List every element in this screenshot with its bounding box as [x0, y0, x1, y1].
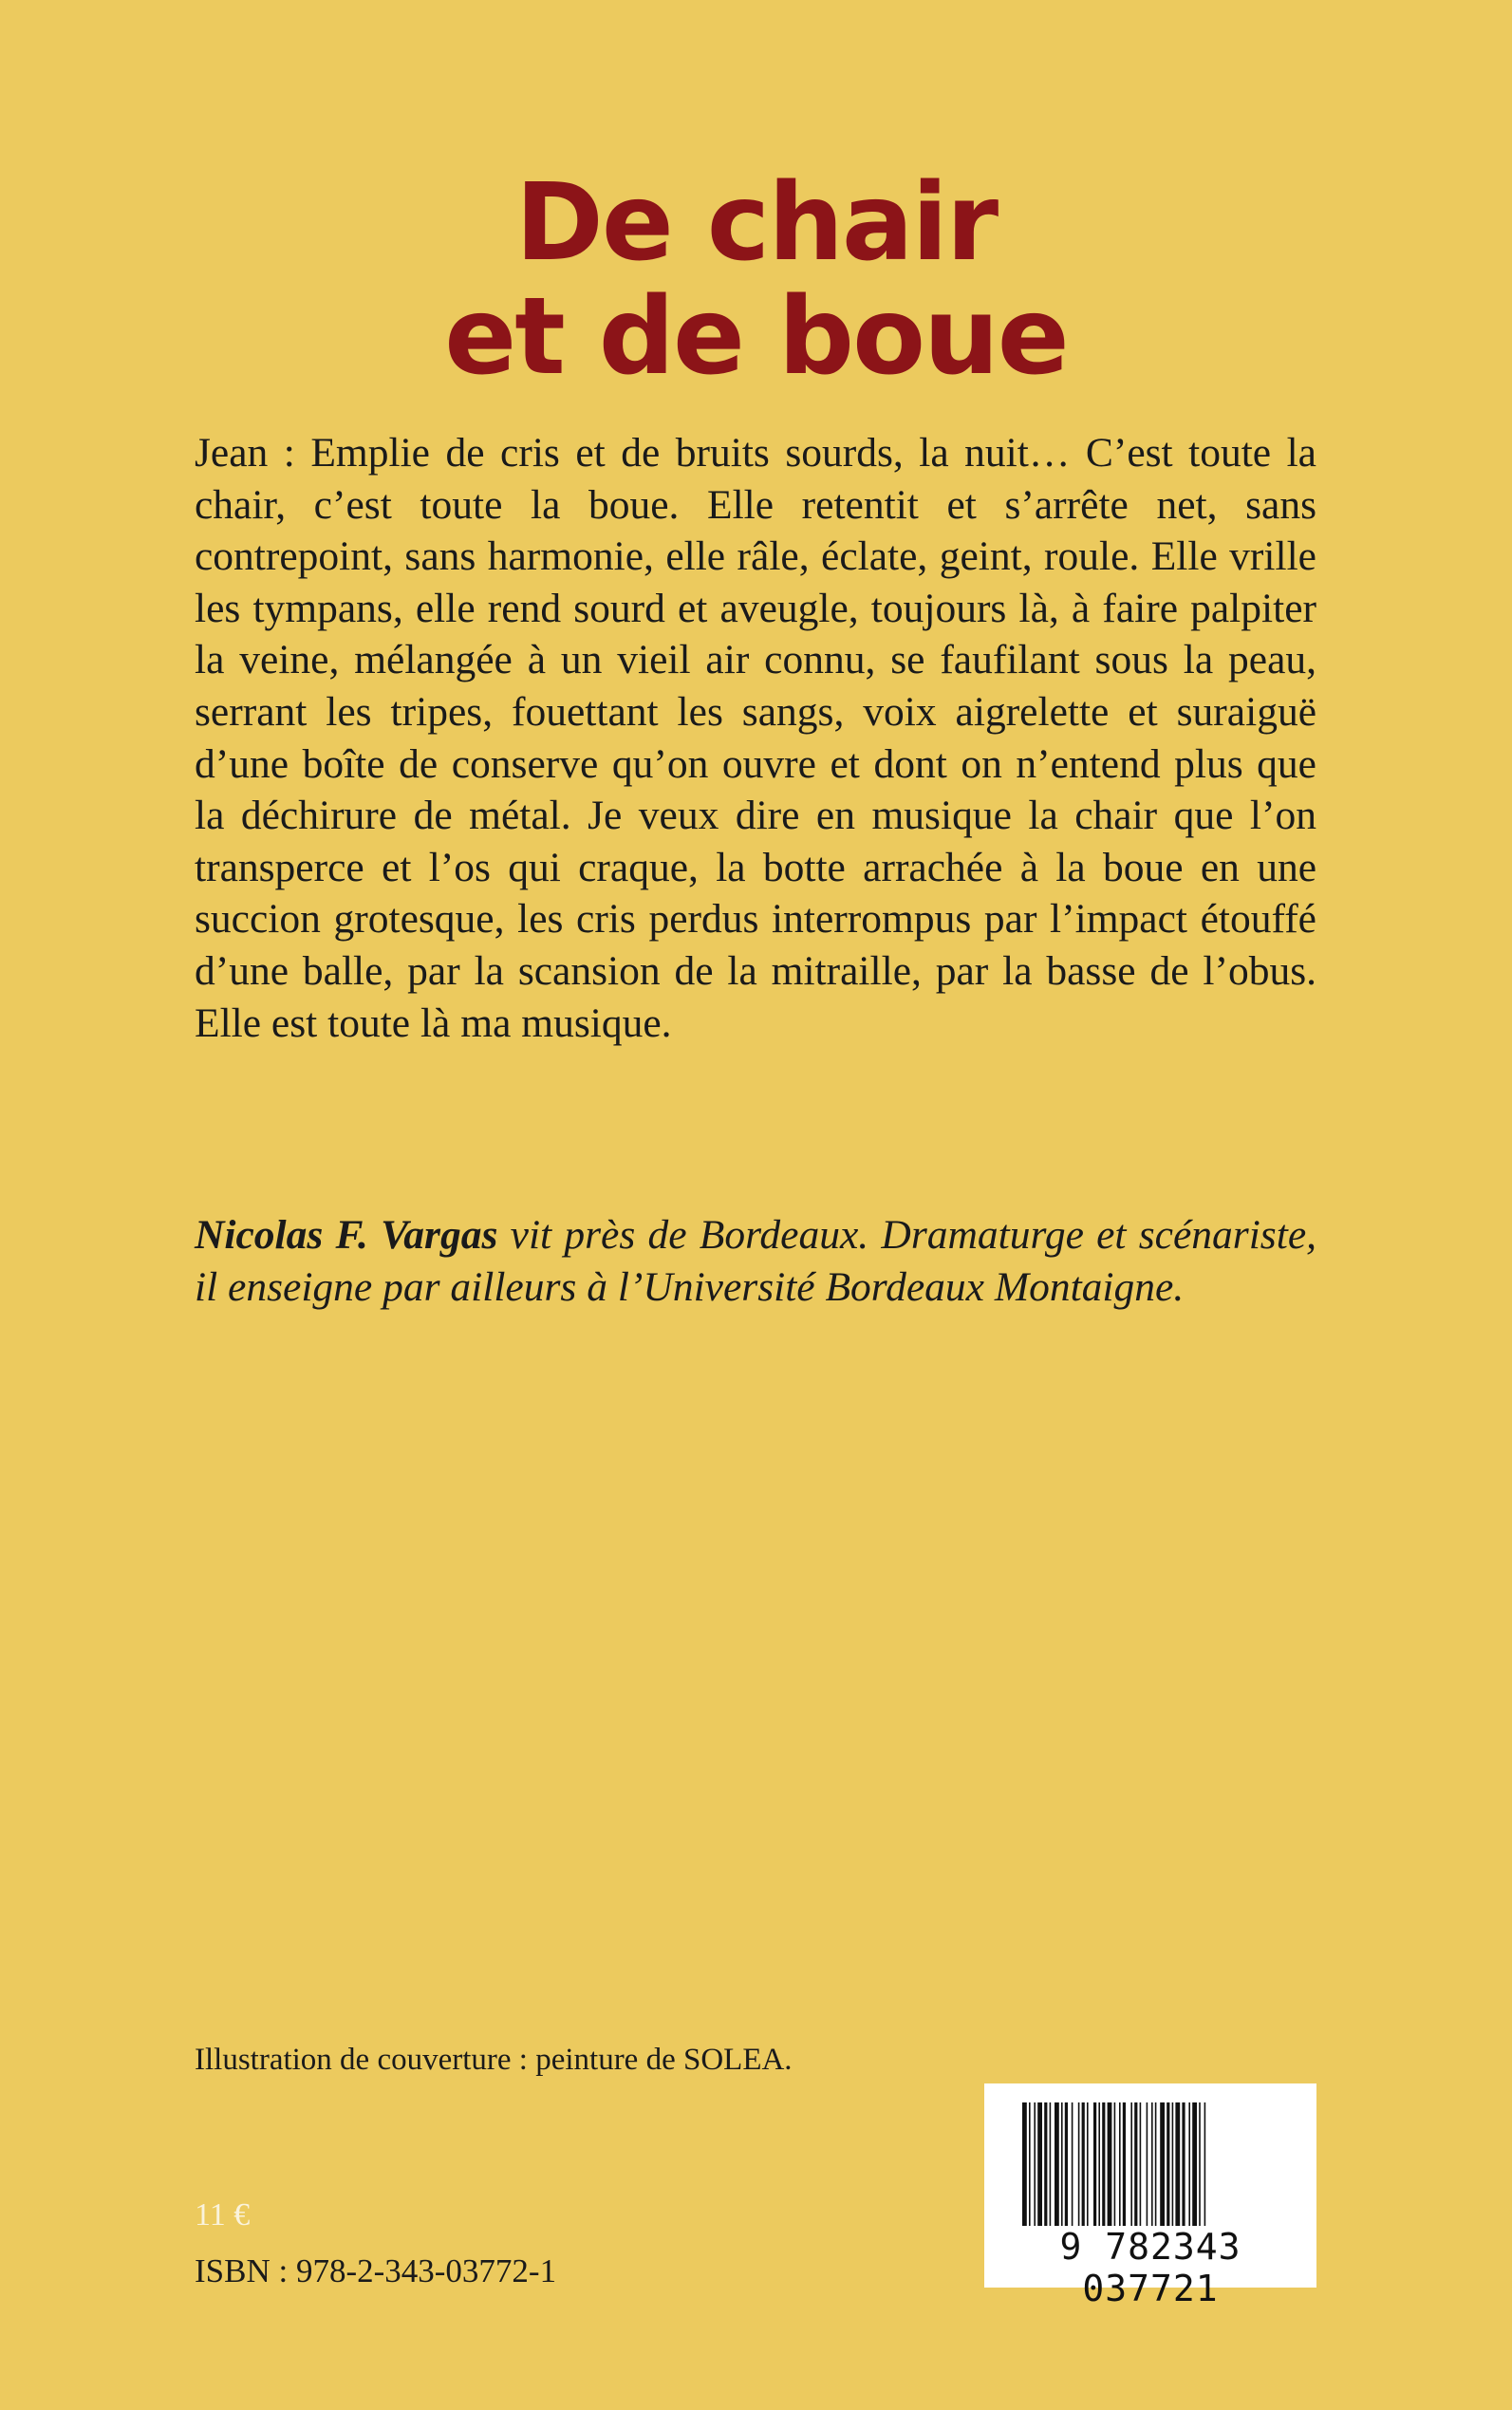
barcode-bar: [1102, 2102, 1105, 2226]
illustration-credit: Illustration de couverture : peinture de SOLEA.: [195, 2043, 793, 2077]
barcode-bar: [1151, 2102, 1153, 2226]
barcode-bar: [1055, 2102, 1059, 2226]
book-title-line-1: De chair: [514, 161, 998, 286]
barcode-bar: [1188, 2102, 1190, 2226]
barcode-bar: [1022, 2102, 1027, 2226]
back-cover-blurb: Jean : Emplie de cris et de bruits sourds, la nuit… C’est toute la chair, c’est toute la boue. Elle retentit et s’arrête net, sans contrepoint, sans harmonie, elle râle, éclate, geint, roule. Elle vrille les tympans, elle rend sourd et aveugle, toujours là, à faire palpiter la veine, mélangée à un vieil air connu, se faufilant sous la peau, serrant les tripes, fouettant les sangs, voix aigrelette et suraiguë d’une boîte de conserve qu’on ouvre et dont on n’entend plus que la déchirure de métal. Je veux dire en musique la chair que l’on transperce et l’os qui craque, la botte arrachée à la boue en une succion grotesque, les cris perdus interrompus par l’impact étouffé d’une balle, par la scansion de la mitraille, par la basse de l’obus. Elle est toute là ma musique.: [195, 430, 1316, 1046]
barcode-bar: [1147, 2102, 1148, 2226]
barcode-bar: [1061, 2102, 1063, 2226]
barcode-bar: [1050, 2102, 1052, 2226]
barcode-bar: [1123, 2102, 1126, 2226]
barcode-bar: [1160, 2102, 1165, 2226]
author-name: Nicolas F. Vargas: [195, 1212, 498, 1258]
barcode: [984, 2083, 1316, 2309]
barcode-bar: [1098, 2102, 1100, 2226]
barcode-digits: 9 782343 037721: [1059, 2226, 1241, 2309]
barcode-bar: [1114, 2102, 1116, 2226]
book-title: [0, 161, 1512, 400]
barcode-bar: [1192, 2102, 1197, 2226]
barcode-bar: [1034, 2102, 1036, 2226]
barcode-bar: [1065, 2102, 1068, 2226]
barcode-bar: [1172, 2102, 1174, 2226]
barcode-bar: [1134, 2102, 1137, 2226]
barcode-bar: [1029, 2102, 1031, 2226]
barcode-bar: [1204, 2102, 1206, 2226]
barcode-bar: [1130, 2102, 1132, 2226]
price: 11 €: [195, 2197, 251, 2233]
barcode-bar: [1167, 2102, 1169, 2226]
barcode-bar: [1155, 2102, 1157, 2226]
barcode-bar: [1037, 2102, 1042, 2226]
author-bio-text: vit près de Bordeaux. Dramaturge et scénariste, il enseigne par ailleurs à l’Université Bordeaux Montaigne.: [195, 1212, 1317, 1310]
barcode-bar: [1140, 2102, 1142, 2226]
barcode-bar: [1182, 2102, 1185, 2226]
barcode-bar: [1078, 2102, 1080, 2226]
barcode-bar: [1199, 2102, 1201, 2226]
barcode-bar: [1119, 2102, 1121, 2226]
barcode-bar: [1044, 2102, 1047, 2226]
barcode-bar: [1108, 2102, 1112, 2226]
book-title-line-2: et de boue: [444, 275, 1068, 400]
barcode-bar: [1072, 2102, 1073, 2226]
isbn: ISBN : 978-2-343-03772-1: [195, 2252, 557, 2289]
barcode-bars: [1022, 2102, 1279, 2226]
barcode-bar: [1175, 2102, 1180, 2226]
barcode-bar: [1087, 2102, 1089, 2226]
barcode-bar: [1093, 2102, 1096, 2226]
barcode-bar: [1082, 2102, 1085, 2226]
author-bio: [195, 1209, 1316, 1313]
